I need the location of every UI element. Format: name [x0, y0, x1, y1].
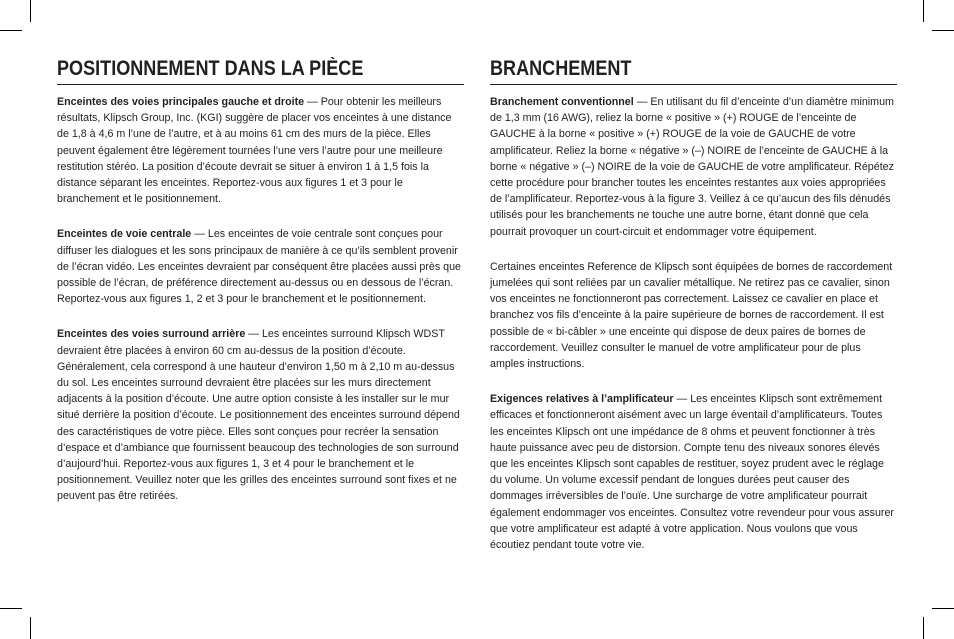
- paragraph-lead: Branchement conventionnel: [490, 96, 634, 108]
- conventional-connection-paragraph: [490, 94, 897, 240]
- room-placement-section: [57, 56, 464, 524]
- paragraph-separator: —: [245, 328, 262, 341]
- paragraph-text: Les enceintes surround Klipsch WDST devraient être placées à environ 60 cm au-dessus de la position d’écoute. Généralement, cela correspond à une hauteur d’environ 1,50 m à 2,10 m au-dessus du sol. Les enceintes surround devraient être placées sur les murs directement adjacents à la position d’écoute. Une autre option consiste à les installer sur le mur situé derrière la position d’écoute. Le positionnement des enceintes surround dépend des caractéristiques de votre pièce. Elles sont conçues pour recréer la sensation d’espace et d’ambiance que fournissent beaucoup des technologies de son surround d’aujourd’hui. Reportez-vous aux figures 1, 3 et 4 pour le branchement et le positionnement. Veuillez noter que les grilles des enceintes surround sont fixes et ne peuvent pas être retirées.: [57, 328, 460, 503]
- amplifier-requirements-paragraph: [490, 391, 897, 553]
- paragraph-text: Les enceintes Klipsch sont extrêmement efficaces et fonctionneront aisément avec un large éventail d’amplificateurs. Toutes les enceintes Klipsch ont une impédance de 8 ohms et peuvent fonctionner à très haute puissance avec peu de distorsion. Compte tenu des niveaux sonores élevés que les enceintes Klipsch sont capables de restituer, soyez prudent avec le réglage du volume. Un volume excessif pendant de longues durées peut causer des dommages irréversibles de l’ouïe. Une surcharge de votre amplificateur pourrait également endommager vos enceintes. Consultez votre revendeur pour vous assurer que votre amplificateur est adapté à votre application. Nous voulons que vous écoutiez pendant toute votre vie.: [490, 393, 894, 552]
- paragraph-lead: Exigences relatives à l’amplificateur: [490, 393, 674, 406]
- crop-mark-top-left-vertical: [30, 0, 31, 22]
- paragraph-lead: Enceintes des voies surround arrière: [57, 328, 246, 341]
- crop-mark-bottom-left-horizontal: [0, 608, 22, 609]
- paragraph-lead: Enceintes des voies principales gauche et droite: [57, 96, 305, 108]
- crop-mark-bottom-right-horizontal: [932, 608, 954, 609]
- paragraph-text: En utilisant du fil d’enceinte d’un diamètre minimum de 1,3 mm (16 AWG), reliez la borne « positive » (+) ROUGE de l’enceinte de GAUCHE à la borne « positive » (+) ROUGE de la voie de GAUCHE de votre amplificateur. Reliez la borne « négative » (–) NOIRE de l’enceinte de GAUCHE à la borne « négative » (–) NOIRE de la voie de GAUCHE de votre amplificateur. Répétez cette procédure pour brancher toutes les enceintes restantes aux voies appropriées de l’amplificateur. Reportez-vous à la figure 3. Veillez à ce qu’aucun des fils dénudés utilisés pour les branchements ne touche une autre borne, étant donné que cela pourrait provoquer un court-circuit et endommager votre équipement.: [490, 96, 894, 238]
- binding-posts-paragraph: [490, 259, 897, 372]
- paragraph-separator: —: [673, 393, 691, 406]
- paragraph-separator: —: [633, 96, 651, 108]
- center-speakers-paragraph: [57, 226, 464, 307]
- title-rule: [490, 84, 897, 85]
- surround-speakers-paragraph: [57, 326, 464, 504]
- paragraph-text: Certaines enceintes Reference de Klipsch sont équipées de bornes de raccordement jumelées qui sont reliées par un cavalier métallique. Ne retirez pas ce cavalier, sinon vos enceintes ne fonctionneront pas correctement. Laissez ce cavalier en place et branchez vos fils d’enceinte à la paire supérieure de bornes de raccordement. Il est possible de « bi-câbler » une enceinte qui dispose de deux paires de bornes de raccordement. Veuillez consulter le manuel de votre amplificateur pour de plus amples instructions.: [490, 260, 893, 371]
- crop-mark-top-left-horizontal: [0, 30, 22, 31]
- crop-mark-top-right-vertical: [923, 0, 924, 22]
- crop-mark-bottom-left-vertical: [30, 617, 31, 639]
- title-rule: [57, 84, 464, 85]
- crop-mark-top-right-horizontal: [932, 30, 954, 31]
- paragraph-text: Les enceintes de voie centrale sont conçues pour diffuser les dialogues et les sons principaux de manière à ce qu’ils semblent provenir de l’écran vidéo. Les enceintes devraient par conséquent être placées aussi près que possible de l’écran, de préférence directement au-dessus ou en dessous de l’écran. Reportez-vous aux figures 1, 2 et 3 pour le branchement et le positionnement.: [57, 228, 462, 306]
- paragraph-separator: —: [191, 228, 208, 241]
- main-speakers-paragraph: [57, 94, 464, 207]
- crop-mark-bottom-right-vertical: [923, 617, 924, 639]
- connection-title: BRANCHEMENT: [490, 57, 632, 80]
- paragraph-lead: Enceintes de voie centrale: [57, 228, 192, 241]
- paragraph-text: Pour obtenir les meilleurs résultats, Klipsch Group, Inc. (KGI) suggère de placer vos enceintes à une distance de 1,8 à 4,6 m l’une de l’autre, et à au moins 61 cm des murs de la pièce. Elles peuvent également être légèrement tournées l’une vers l’autre pour une meilleure restitution stéréo. La position d’écoute devrait se situer à environ 1 à 1,5 fois la distance séparant les enceintes. Reportez-vous aux figures 1 et 3 pour le branchement et le positionnement.: [57, 96, 452, 206]
- connection-section: [490, 56, 897, 572]
- room-placement-title: POSITIONNEMENT DANS LA PIÈCE: [57, 57, 364, 80]
- paragraph-separator: —: [304, 96, 321, 108]
